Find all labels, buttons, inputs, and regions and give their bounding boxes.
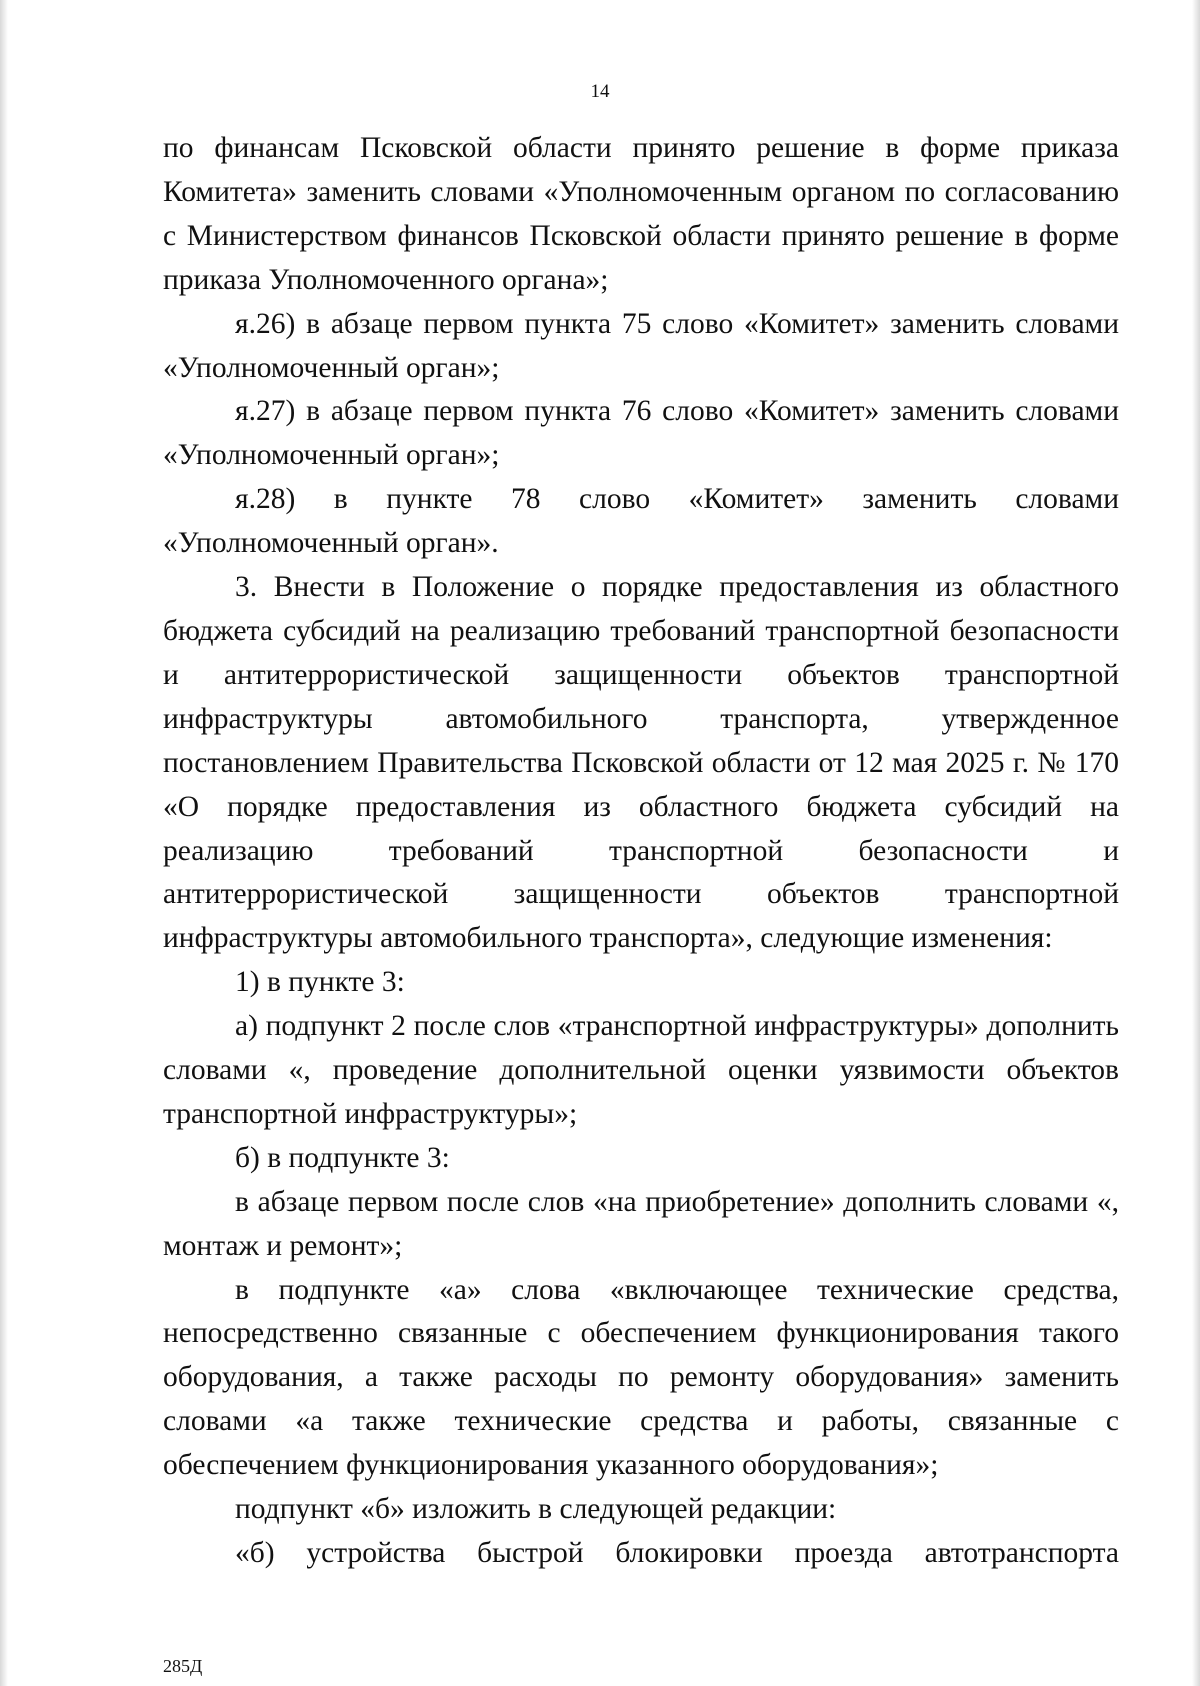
scan-edge-right [1192,0,1200,1686]
paragraph-subpoint-b-new: подпункт «б» изложить в следующей редакции: [235,1493,837,1526]
paragraph-first-abzac: в абзаце первом после слов «на приобретение» дополнить словами «, монтаж и ремонт»; [163,1185,1119,1262]
scan-edge-left [0,0,8,1686]
paragraph-subpoint-a-words: в подпункте «а» слова «включающее технические средства, непосредственно связанные с обеспечением функционирования такого оборудования, а также расходы по ремонту оборудования» заменить словами «а также технические средства и работы, связанные с обеспечением функционирования указанного оборудования»; [163,1273,1119,1482]
page-number: 14 [590,81,610,102]
paragraph-item-ya27: я.27) в абзаце первом пункта 76 слово «Комитет» заменить словами «Уполномоченный орган»; [163,395,1119,472]
paragraph-subpoint-a: а) подпункт 2 после слов «транспортной инфраструктуры» дополнить словами «, проведение дополнительной оценки уязвимости объектов транспортной инфраструктуры»; [163,1010,1119,1130]
paragraph-item-ya26: я.26) в абзаце первом пункта 75 слово «Комитет» заменить словами «Уполномоченный орган»; [163,307,1119,384]
document-body [163,127,1119,1576]
paragraph-quote-b: «б) устройства быстрой блокировки проезда автотранспорта [235,1537,1119,1569]
paragraph-continuation: по финансам Псковской области принято решение в форме приказа Комитета» заменить словами «Уполномоченным органом по согласованию с Министерством финансов Псковской области принято решение в форме приказа Уполномоченного органа»; [163,132,1119,296]
paragraph-point-1: 1) в пункте 3: [235,966,405,999]
paragraph-subpoint-b: б) в подпункте 3: [235,1141,450,1174]
paragraph-item-ya28: я.28) в пункте 78 слово «Комитет» заменить словами «Уполномоченный орган». [163,483,1119,560]
document-code: 285Д [163,1656,203,1676]
paragraph-section-3: 3. Внести в Положение о порядке предоставления из областного бюджета субсидий на реализацию требований транспортной безопасности и антитеррористической защищенности объектов транспортной инфраструктуры автомобильного транспорта, утвержденное постановлением Правительства Псковской области от 12 мая 2025 г. № 170 «О порядке предоставления из областного бюджета субсидий на реализацию требований транспортной безопасности и антитеррористической защищенности объектов транспортной инфраструктуры автомобильного транспорта», следующие изменения: [163,571,1119,955]
